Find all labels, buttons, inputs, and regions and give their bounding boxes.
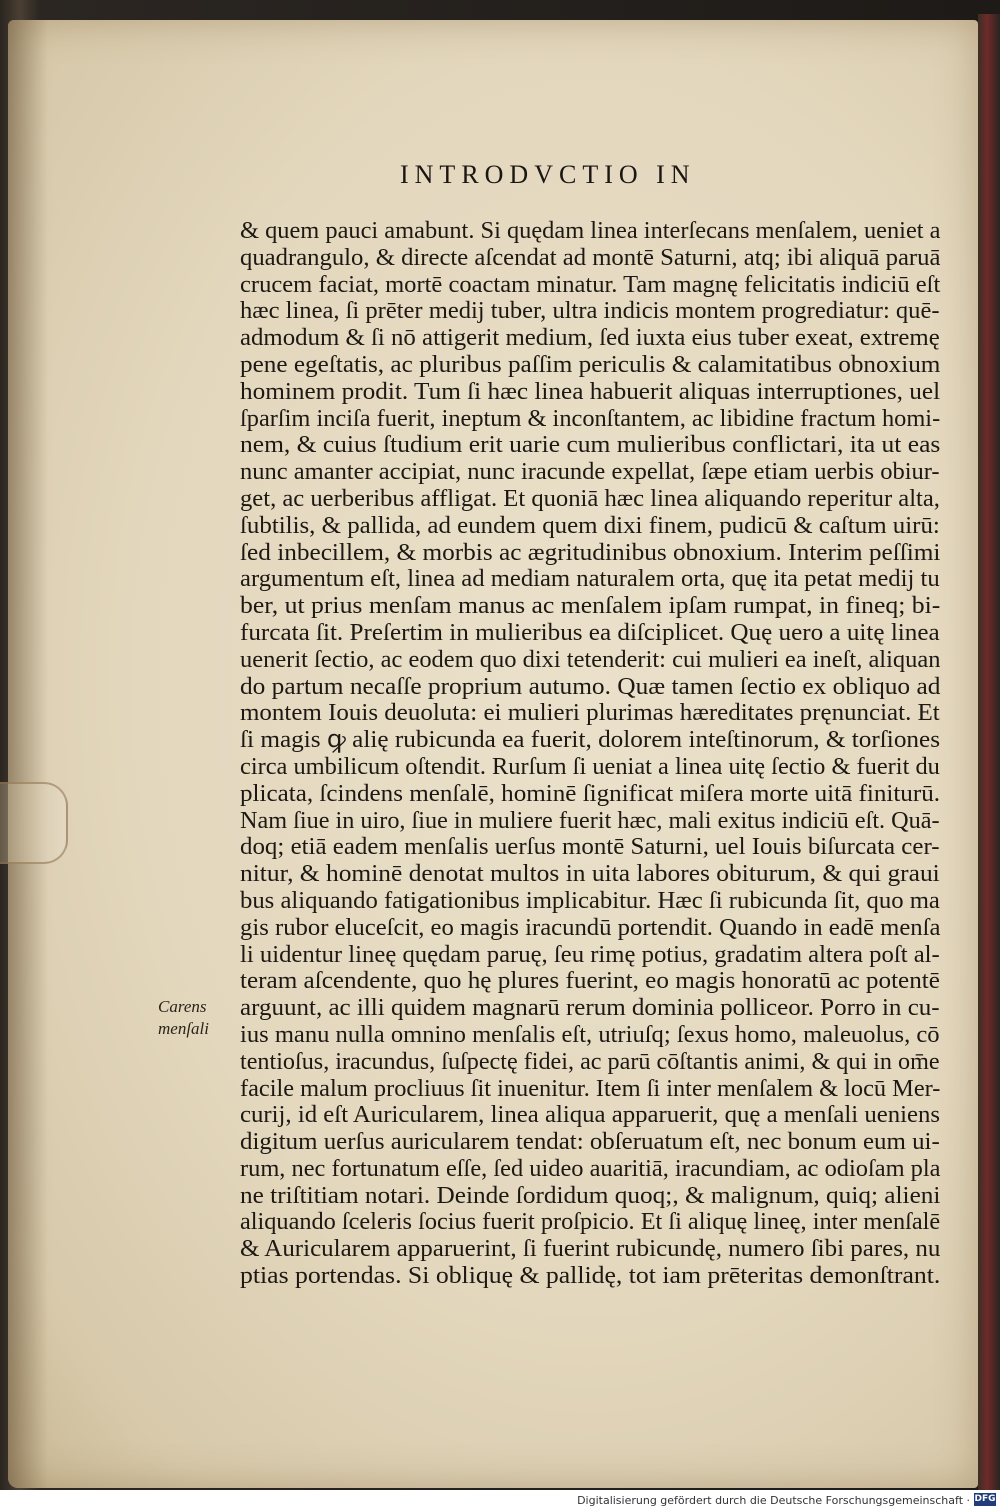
text-line: argumentum eſt, linea ad mediam naturalem orta, quę ita petat medij tu <box>240 565 940 593</box>
text-line: ptias portendas. Si obliquę & pallidę, tot iam prēteritas demonſtrant. <box>240 1262 941 1290</box>
text-line: teram aſcendente, quo hę plures fuerint, eo magis honoratū ac potentē <box>240 967 940 995</box>
text-line: nitur, & hominē denotat multos in uita labores obiturum, & qui graui <box>240 860 940 888</box>
text-line: ius manu nulla omnino menſalis eſt, utriuſq; ſexus homo, maleuolus, cō <box>240 1020 940 1048</box>
text-line: digitum uerſus auricularem tendat: obſeruatum eſt, nec bonum eum ui- <box>240 1128 940 1156</box>
margin-note-line: menſali <box>158 1019 209 1038</box>
text-line: plicata, ſcindens menſalē, hominē ſignificat miſera morte uitā finiturū. <box>240 779 941 807</box>
text-line: arguunt, ac illi quidem magnarū rerum dominia polliceor. Porro in cu- <box>240 994 940 1022</box>
text-line: ſi magis ꝙ alię rubicunda ea fuerit, dolorem inteſtinorum, & torſiones <box>240 726 941 754</box>
text-line: doq; etiā eadem menſalis uerſus montē Saturni, uel Iouis biſurcata cer- <box>240 833 940 861</box>
text-line: ſubtilis, & pallida, ad eundem quem dixi finem, pudicū & caſtum uirū: <box>240 511 940 539</box>
text-line: facile malum procliuus ſit inuenitur. Item ſi inter menſalem & locū Mer- <box>240 1074 941 1102</box>
text-line: pene egeſtatis, ac pluribus paſſim periculis & calamitatibus obnoxium <box>240 350 941 378</box>
page-fold-shadow <box>8 20 48 1488</box>
text-line: ſparſim inciſa fuerit, ineptum & inconſtantem, ac libidine fractum homi- <box>240 404 941 432</box>
text-line: hominem prodit. Tum ſi hæc linea habuerit aliquas interruptiones, uel <box>240 377 941 405</box>
text-line: admodum & ſi nō attigerit medium, ſed iuxta eius tuber exeat, extremę <box>240 324 940 352</box>
text-line: nem, & cuius ſtudium erit uarie cum mulieribus conflictari, ita ut eas <box>240 431 941 459</box>
text-line: aliquando ſceleris ſocius fuerit proſpicio. Et ſi aliquę lineę, inter menſalē <box>240 1208 941 1236</box>
text-line: ne triſtitiam notari. Deinde ſordidum quoq;, & malignum, quiq; alieni <box>240 1181 941 1209</box>
dfg-logo: DFG <box>974 1494 996 1504</box>
text-line: montem Iouis deuoluta: ei mulieri plurimas hæreditates pręnunciat. Et <box>240 699 940 727</box>
text-line: bus aliquando fatigationibus implicabitur. Hæc ſi rubicunda ſit, quo ma <box>240 886 940 914</box>
funding-credit: Digitalisierung gefördert durch die Deutsche Forschungsgemeinschaft · <box>577 1494 970 1507</box>
text-line: quadrangulo, & directe aſcendat ad montē Saturni, atq; ibi aliquā paruā <box>240 243 941 271</box>
running-head: INTRODVCTIO IN <box>400 160 696 189</box>
text-line: do partum necaſſe proprium autumo. Quæ tamen ſectio ex obliquo ad <box>240 672 941 700</box>
margin-note-line: Carens <box>158 997 207 1016</box>
text-line: get, ac uerberibus affligat. Et quoniā hæc linea aliquando reperitur alta, <box>240 484 940 512</box>
text-line: curij, id eſt Auricularem, linea aliqua apparuerit, quę a menſali ueniens <box>240 1101 941 1129</box>
text-line: nunc amanter accipiat, nunc iracunde expellat, ſæpe etiam uerbis obiur- <box>240 458 940 486</box>
margin-note <box>158 996 238 1040</box>
text-line: crucem faciat, mortē coactam minatur. Tam magnę felicitatis indiciū eſt <box>240 270 941 298</box>
text-line: li uidentur lineę quędam paruę, ſeu rimę potius, gradatim altera poſt al- <box>240 940 940 968</box>
text-line: furcata ſit. Preſertim in mulieribus ea diſciplicet. Quę uero a uitę linea <box>240 618 940 646</box>
text-line: tentioſus, iracundus, ſuſpectę fidei, ac parū cōſtantis animi, & qui in om̄e <box>240 1047 940 1075</box>
text-line: Nam ſiue in uiro, ſiue in muliere fuerit hæc, mali exitus indiciū eſt. Quā- <box>240 806 940 834</box>
text-line: gis rubor eluceſcit, eo magis iracundū portendit. Quando in eadē menſa <box>240 913 941 941</box>
text-line: circa umbilicum oſtendit. Rurſum ſi ueniat a linea uitę ſectio & fuerit du <box>240 752 940 780</box>
text-line: rum, nec fortunatum eſſe, ſed uideo auaritiā, iracundiam, ac odioſam pla <box>240 1154 941 1182</box>
text-line: & Auricularem apparuerint, ſi fuerint rubicundę, numero ſibi pares, nu <box>240 1235 941 1263</box>
text-line: & quem pauci amabunt. Si quędam linea interſecans menſalem, ueniet a <box>240 217 941 244</box>
text-line: ber, ut prius menſam manus ac menſalem ipſam rumpat, in fineq; bi- <box>240 592 941 620</box>
text-line: uenerit ſectio, ac eodem quo dixi tetenderit: cui mulieri ea ineſt, aliquan <box>240 645 941 673</box>
text-line: hæc linea, ſi prēter medij tuber, ultra indicis montem progrediatur: quē- <box>240 297 940 325</box>
page-tab-mark <box>0 782 68 864</box>
text-line: ſed inbecillem, & morbis ac ægritudinibus obnoxium. Interim peſſimi <box>240 538 941 566</box>
body-text <box>240 218 940 1290</box>
